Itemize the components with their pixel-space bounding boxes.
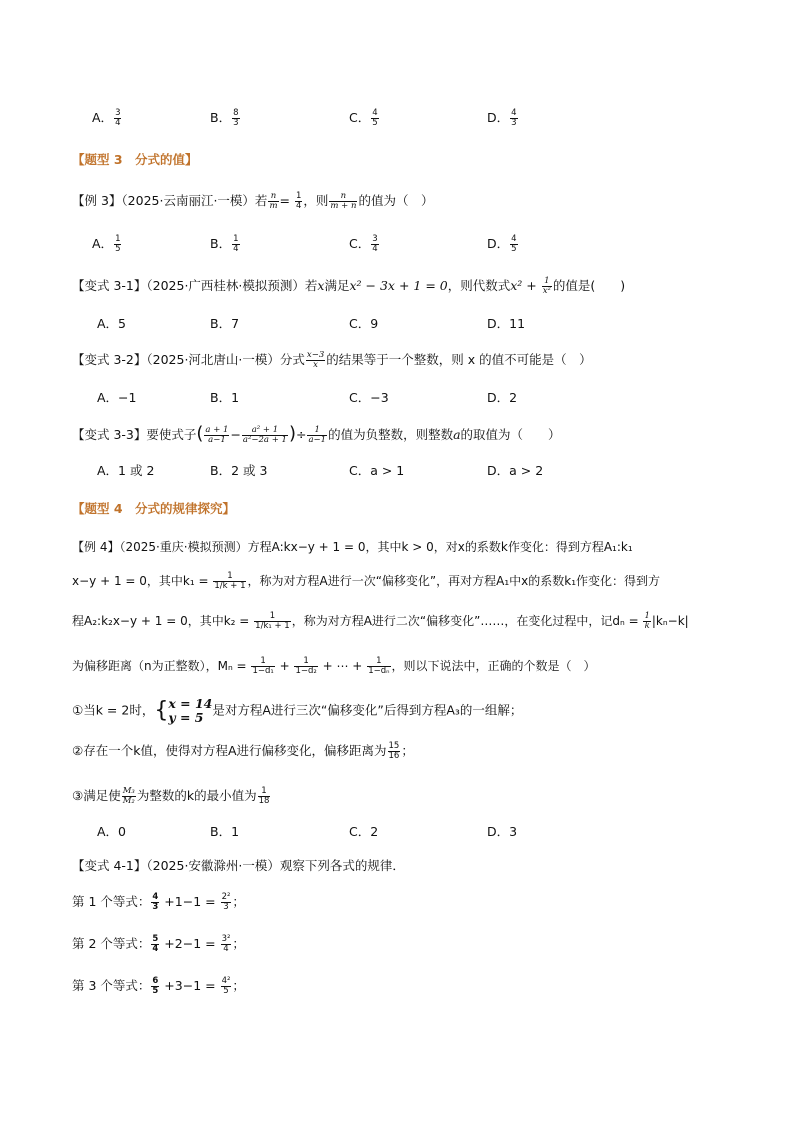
v32-option-d[interactable]: D．2 [487, 390, 518, 405]
section-heading-3: 【题型 3 分式的值】 [72, 152, 198, 167]
ex3-option-b[interactable]: B． $\frac{1}{4}$ [210, 234, 239, 254]
v33-option-b[interactable]: B．2 或 3 [210, 463, 268, 478]
ex3-option-a[interactable]: A． $\frac{1}{5}$ [92, 234, 121, 254]
option-fraction: $\frac{4}{5}$ [372, 108, 378, 128]
stem-text: 【例 3】（2025·云南丽江·一模）若 [72, 193, 268, 208]
ex3-option-d[interactable]: D． $\frac{4}{5}$ [487, 234, 517, 254]
stem-text: ，则 [303, 193, 329, 208]
section-heading-4: 【题型 4 分式的规律探究】 [72, 501, 236, 516]
v33-option-c[interactable]: C．a > 1 [349, 463, 405, 478]
statement-3: ③满足使 $\frac{\text{M₃}}{\text{M₂}}$ 为整数的k的最小值为 $\frac{1}{18}$ [72, 786, 270, 806]
fraction: $\frac{n}{m}$ [269, 191, 278, 211]
v31-option-c[interactable]: C．9 [349, 316, 379, 331]
equation-row-2: 第 2 个等式： $\frac{5}{4}$ +2−1 = $\frac{\text{3²}}{4}$ ； [72, 934, 245, 954]
variant-3-2-stem: 【变式 3-2】（2025·河北唐山·一模）分式 $\frac{x-3}{x}$ 的结果等于一个整数，则 x 的值不可能是（ ） [72, 350, 592, 370]
v31-option-d[interactable]: D．11 [487, 316, 526, 331]
prev-option-a[interactable] [92, 109, 122, 128]
ex4-option-b[interactable]: B．1 [210, 824, 240, 839]
example-3-stem [72, 192, 433, 211]
prev-option-d[interactable] [487, 109, 519, 128]
example-4-line-1: 【例 4】（2025·重庆·模拟预测）方程A:kx−y + 1 = 0，其中k > 0，对x的系数k作变化：得到方程A₁:k₁ [72, 540, 633, 554]
equation-row-1: 第 1 个等式： $\frac{4}{3}$ +1−1 = $\frac{\text{2²}}{3}$ ； [72, 892, 245, 912]
option-fraction: $\frac{4}{3}$ [511, 108, 517, 128]
ex4-option-c[interactable]: C．2 [349, 824, 379, 839]
ex3-option-c[interactable]: C． $\frac{3}{4}$ [349, 234, 378, 254]
option-label: C． [349, 110, 371, 125]
v33-option-d[interactable]: D．a > 2 [487, 463, 544, 478]
example-4-line-3: 程A₂:k₂x−y + 1 = 0，其中k₂ = $\frac{1}{\text{1/k₁ + 1}}$ ，称为对方程A进行二次“偏移变化”……，在变化过程中，记dₙ = $\frac{1}{k}$ |kₙ−k| [72, 611, 689, 631]
option-label: B． [210, 110, 232, 125]
statement-2: ②存在一个k值，使得对方程A进行偏移变化，偏移距离为 $\frac{15}{16}$ ； [72, 741, 414, 761]
example-4-line-2: x−y + 1 = 0，其中k₁ = $\frac{1}{1/k + 1}$ ，称为对方程A进行一次“偏移变化”，再对方程A₁中x的系数k₁作变化：得到方 [72, 571, 661, 591]
example-4-line-4: 为偏移距离（n为正整数），Mₙ = $\frac{1}{\text{1−d₁}}$ + $\frac{1}{\text{1−d₂}}$ + ⋯ + $\frac{1}{\text{1−dₙ}}$ ，则以下说法中，正确的个数是（ ） [72, 656, 596, 676]
equation-row-3: 第 3 个等式： $\frac{6}{5}$ +3−1 = $\frac{\text{4²}}{5}$ ； [72, 976, 245, 996]
variant-3-1-stem: 【变式 3-1】（2025·广西桂林·模拟预测）若x满足x² − 3x + 1 = 0，则代数式x² + $\frac{1}{\text{x²}}$ 的值是( ) [72, 276, 626, 296]
prev-option-c[interactable] [349, 109, 380, 128]
option-fraction: $\frac{3}{4}$ [115, 108, 121, 128]
v31-option-b[interactable]: B．7 [210, 316, 240, 331]
ex4-option-d[interactable]: D．3 [487, 824, 518, 839]
prev-option-b[interactable] [210, 109, 241, 128]
v32-option-a[interactable]: A．−1 [97, 390, 137, 405]
option-label: D． [487, 110, 510, 125]
fraction: $\frac{1}{4}$ [295, 191, 302, 211]
v31-option-a[interactable]: A．5 [97, 316, 127, 331]
statement-1: ①当k = 2时，{ x = 14 y = 5 是对方程A进行三次“偏移变化”后得到方程A₃的一组解； [72, 696, 523, 725]
stem-text: 的值为（ ） [358, 193, 434, 208]
variant-3-3-stem: 【变式 3-3】要使式子( $\frac{a + 1}{a-1}$ − $\frac{\text{a² + 1}}{\text{a²−2a + 1}}$ )÷ $\frac{1}{a-1}$ 的值为负整数，则整数a的取值为（ ） [72, 423, 561, 445]
fraction: $\frac{n}{m + n}$ [330, 191, 357, 211]
v32-option-b[interactable]: B．1 [210, 390, 240, 405]
v32-option-c[interactable]: C．−3 [349, 390, 389, 405]
option-label: A． [92, 110, 114, 125]
v33-option-a[interactable]: A．1 或 2 [97, 463, 155, 478]
option-fraction: $\frac{8}{3}$ [233, 108, 239, 128]
ex4-option-a[interactable]: A．0 [97, 824, 127, 839]
equals: = [279, 193, 294, 208]
variant-4-1-title: 【变式 4-1】（2025·安徽滁州·一模）观察下列各式的规律． [72, 858, 405, 873]
